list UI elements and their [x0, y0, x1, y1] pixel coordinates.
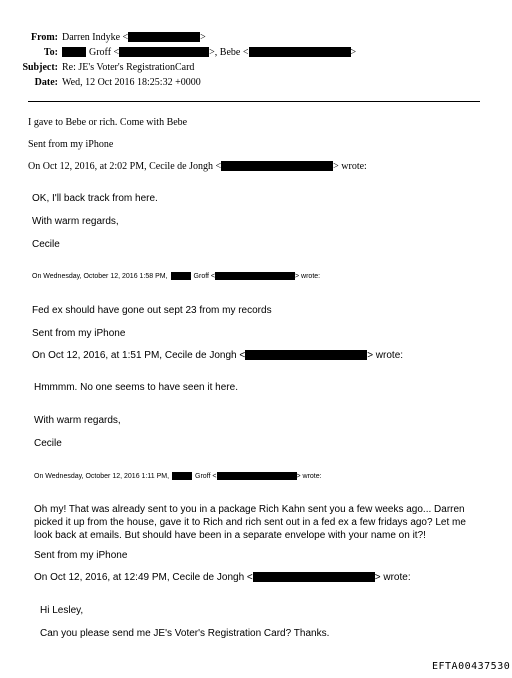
sent-from-iphone: Sent from my iPhone [28, 139, 114, 150]
greeting: Hi Lesley, [40, 605, 84, 616]
date-value: Wed, 12 Oct 2016 18:25:32 +0000 [62, 77, 201, 88]
message-text: Hmmmm. No one seems to have seen it here. [34, 382, 238, 393]
quote-header-prefix: On Wednesday, October 12, 2016 1:11 PM, [34, 473, 170, 480]
header-subject [10, 62, 194, 73]
quote-header-suffix: > wrote: [295, 273, 321, 280]
quote-header [28, 161, 367, 172]
quote-header-prefix: On Wednesday, October 12, 2016 1:58 PM, [32, 273, 168, 280]
quote-header [32, 272, 320, 280]
subject-value: Re: JE's Voter's RegistrationCard [62, 62, 195, 73]
bates-number: EFTA00437530 [432, 661, 511, 672]
message-text: OK, I'll back track from here. [32, 193, 158, 204]
redaction-box [221, 161, 333, 171]
redaction-box [217, 472, 297, 480]
message-text: With warm regards, [32, 216, 119, 227]
redaction-box [172, 472, 192, 480]
quote-header-suffix: > wrote: [333, 161, 367, 172]
message-text: With warm regards, [34, 415, 121, 426]
header-from [10, 32, 206, 43]
redaction-box [215, 272, 295, 280]
signature: Cecile [34, 438, 62, 449]
reply-line: I gave to Bebe or rich. Come with Bebe [28, 117, 188, 128]
redaction-box [253, 572, 375, 582]
message-text: Can you please send me JE's Voter's Registration Card? Thanks. [40, 628, 330, 639]
redaction-box [249, 47, 351, 57]
signature: Cecile [32, 239, 60, 250]
redaction-box [62, 47, 86, 57]
date-label: Date: [34, 77, 58, 88]
header-divider [28, 101, 480, 102]
quote-header-prefix: On Oct 12, 2016, at 1:51 PM, Cecile de Jongh < [32, 350, 246, 361]
quote-header-suffix: > wrote: [374, 572, 411, 583]
quote-header [34, 472, 322, 480]
quote-header [32, 350, 403, 361]
quote-header-suffix: > wrote: [367, 350, 404, 361]
to-close: > [350, 47, 357, 58]
redaction-box [171, 272, 191, 280]
quote-header [34, 572, 411, 583]
quote-header-mid: Groff < [193, 273, 216, 280]
to-label: To: [43, 47, 58, 58]
subject-label: Subject: [22, 62, 58, 73]
sent-from-iphone: Sent from my iPhone [34, 550, 128, 561]
redaction-box [245, 350, 367, 360]
quote-header-prefix: On Oct 12, 2016, at 2:02 PM, Cecile de Jongh < [28, 161, 222, 172]
message-paragraph: Oh my! That was already sent to you in a package Rich Kahn sent you a few weeks ago... Darren picked it up from the house, gave it to Rich and rich sent out in a fed ex a few fridays ago? Let me look back at emails. But should have been in a separate envelope with your name on it?! [34, 504, 466, 541]
header-date [10, 77, 201, 88]
quote-header-mid: Groff < [195, 473, 217, 480]
from-label: From: [30, 32, 58, 43]
header-to [10, 47, 356, 58]
from-value: Darren Indyke < [62, 32, 129, 43]
redaction-box [119, 47, 209, 57]
to-value: Groff < [89, 47, 120, 58]
quote-header-prefix: On Oct 12, 2016, at 12:49 PM, Cecile de Jongh < [34, 572, 253, 583]
from-close: > [200, 32, 206, 43]
quote-header-suffix: > wrote: [296, 473, 322, 480]
redaction-box [128, 32, 200, 42]
to-value-2: >, Bebe < [209, 47, 249, 58]
message-text: Fed ex should have gone out sept 23 from my records [32, 305, 272, 316]
sent-from-iphone: Sent from my iPhone [32, 328, 126, 339]
